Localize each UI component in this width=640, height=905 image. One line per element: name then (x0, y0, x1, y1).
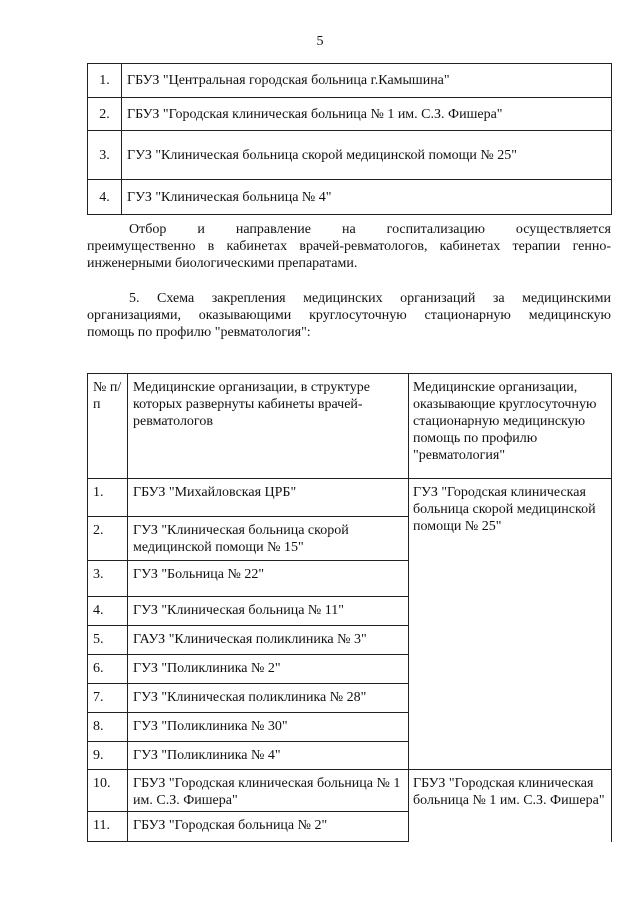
row-number: 4. (88, 597, 128, 626)
row-number: 2. (88, 98, 122, 131)
row-number: 8. (88, 713, 128, 742)
row-number: 11. (88, 812, 128, 842)
row-org: ГУЗ "Клиническая больница скорой медицинской помощи № 15" (128, 517, 409, 561)
table-row (88, 180, 612, 215)
table-row (88, 64, 612, 98)
paragraph-line: помощь по профилю "ревматология": (87, 325, 311, 340)
row-org: ГАУЗ "Клиническая поликлиника № 3" (128, 626, 409, 655)
header-col2: Медицинские организации, оказывающие круглосуточную стационарную медицинскую помощь по профилю "ревматология" (409, 374, 612, 479)
header-num: № п/п (88, 374, 128, 479)
page-number: 5 (316, 34, 324, 49)
target-hospital-25: ГУЗ "Городская клиническая больница скорой медицинской помощи № 25" (409, 479, 612, 770)
row-text: ГБУЗ "Центральная городская больница г.Камышина" (122, 64, 612, 98)
scheme-table (87, 373, 612, 842)
paragraph-line: инженерными биологическими препаратами. (87, 256, 358, 271)
row-number: 9. (88, 742, 128, 770)
hospitals-table (87, 63, 612, 215)
paragraph-line: 5. Схема закрепления медицинских организаций за медицинскими (129, 291, 611, 306)
header-col1: Медицинские организации, в структуре которых развернуты кабинеты врачей-ревматологов (128, 374, 409, 479)
selection-paragraph (87, 221, 611, 272)
row-org: ГУЗ "Клиническая больница № 11" (128, 597, 409, 626)
table-row (88, 131, 612, 180)
table-row (88, 479, 612, 517)
row-org: ГБУЗ "Городская клиническая больница № 1 им. С.З. Фишера" (128, 770, 409, 812)
row-number: 2. (88, 517, 128, 561)
table-row (88, 770, 612, 812)
row-number: 4. (88, 180, 122, 215)
row-org: ГУЗ "Больница № 22" (128, 561, 409, 597)
target-hospital-1: ГБУЗ "Городская клиническая больница № 1 им. С.З. Фишера" (409, 770, 612, 842)
row-org: ГУЗ "Поликлиника № 2" (128, 655, 409, 684)
row-org: ГУЗ "Поликлиника № 4" (128, 742, 409, 770)
row-number: 6. (88, 655, 128, 684)
paragraph-line: Отбор и направление на госпитализацию осуществляется (129, 222, 611, 237)
row-org: ГУЗ "Клиническая поликлиника № 28" (128, 684, 409, 713)
row-text: ГУЗ "Клиническая больница № 4" (122, 180, 612, 215)
paragraph-line: организациями, оказывающими круглосуточную стационарную медицинскую (87, 308, 611, 323)
row-number: 1. (88, 479, 128, 517)
table-header (88, 374, 612, 479)
row-org: ГБУЗ "Городская больница № 2" (128, 812, 409, 842)
row-number: 7. (88, 684, 128, 713)
row-text: ГБУЗ "Городская клиническая больница № 1 им. С.З. Фишера" (122, 98, 612, 131)
row-number: 3. (88, 561, 128, 597)
row-org: ГУЗ "Поликлиника № 30" (128, 713, 409, 742)
table-row (88, 98, 612, 131)
row-org: ГБУЗ "Михайловская ЦРБ" (128, 479, 409, 517)
paragraph-line: преимущественно в кабинетах врачей-ревматологов, кабинетах терапии генно- (87, 239, 611, 254)
row-number: 3. (88, 131, 122, 180)
scheme-paragraph (87, 290, 611, 341)
row-text: ГУЗ "Клиническая больница скорой медицинской помощи № 25" (122, 131, 612, 180)
row-number: 5. (88, 626, 128, 655)
row-number: 1. (88, 64, 122, 98)
row-number: 10. (88, 770, 128, 812)
